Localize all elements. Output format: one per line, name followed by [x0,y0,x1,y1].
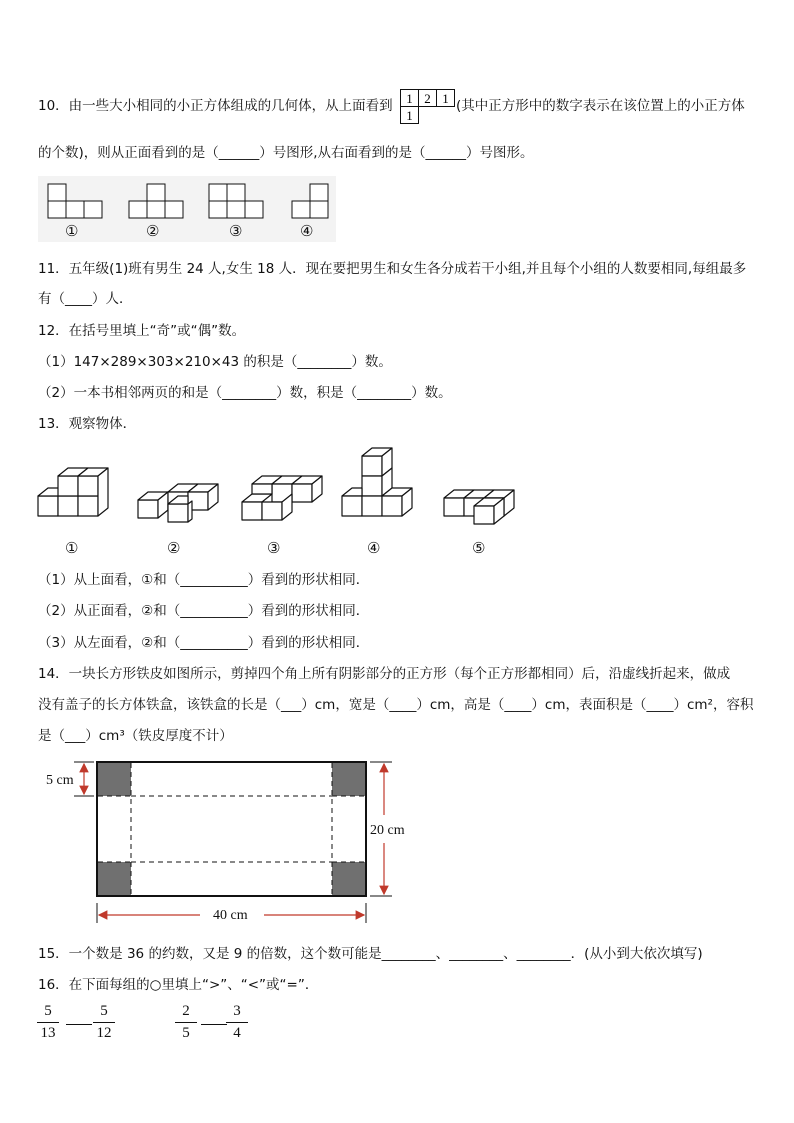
q14-line3: 是（___）cm³（铁皮厚度不计） [38,728,233,744]
q14-line2: 没有盖子的长方体铁盒，该铁盒的长是（___）cm，宽是（____）cm，高是（____）cm，表面积是（____）cm²，容积 [38,697,754,713]
q13-solids-figure [36,446,526,530]
q16-pair2-left-numerator: 2 [175,1003,197,1023]
q13-option-4-label: ④ [367,539,381,557]
q10-grid-cell-2: 2 [424,91,431,106]
q11-line1: 11．五年级(1)班有男生 24 人,女生 18 人．现在要把男生和女生各分成若干小组,并且每个小组的人数要相同,每组最多 [38,261,747,277]
q10-option-3-label: ③ [229,222,243,240]
q16-pair2-right-denominator: 4 [233,1025,241,1041]
q16-pair2-right-numerator: 3 [226,1003,248,1023]
q13-part2: （2）从正面看，②和（__________）看到的形状相同． [38,603,370,619]
q10-grid-cell-4: 1 [406,108,413,123]
q16-pair1-right-numerator: 5 [93,1003,115,1023]
q10-options-figure [38,176,338,244]
q10-line2: 的个数)，则从正面看到的是（______）号图形,从右面看到的是（______）号图形。 [38,145,534,161]
q15-line: 15．一个数是 36 的约数，又是 9 的倍数，这个数可能是________、________、________．(从小到大依次填写) [38,946,703,962]
q10-top-view-grid [400,89,456,129]
q16-pair1-left-fraction [37,1003,59,1042]
q10-option-2-label: ② [146,222,160,240]
q16-pair1-right-fraction [93,1003,115,1042]
q12-part1: （1）147×289×303×210×43 的积是（________）数。 [38,354,392,370]
q14-line1: 14．一块长方形铁皮如图所示，剪掉四个角上所有阴影部分的正方形（每个正方形都相同）后，沿虚线折起来，做成 [38,666,731,682]
q10-option-4-label: ④ [300,222,314,240]
q16-pair1-left-numerator: 5 [37,1003,59,1023]
q10-option-1-label: ① [65,222,79,240]
q16-title: 16．在下面每组的○里填上“>”、“<”或“=”． [38,977,319,993]
q14-width-label: 40 cm [213,908,248,923]
q16-pair2-left-denominator: 5 [182,1025,190,1041]
q16-pair1-right-denominator: 12 [96,1025,112,1041]
q13-option-2-label: ② [167,539,181,557]
q10-line1-b: (其中正方形中的数字表示在该位置上的小正方体 [456,98,745,114]
q12-title: 12．在括号里填上“奇”或“偶”数。 [38,323,246,339]
q11-line2: 有（____）人． [38,291,133,307]
q14-corner-label: 5 cm [46,773,74,788]
q10-grid-cell-1: 1 [406,91,413,106]
q13-option-5-label: ⑤ [472,539,486,557]
q13-title: 13．观察物体． [38,416,137,432]
q16-pair2-left-fraction [175,1003,197,1042]
q14-sheet-diagram [40,755,420,930]
q16-pair1-left-denominator: 13 [40,1025,56,1041]
q10-grid-cell-3: 1 [442,91,449,106]
q13-part1: （1）从上面看，①和（__________）看到的形状相同． [38,572,370,588]
q13-option-3-label: ③ [267,539,281,557]
q13-part3: （3）从左面看，②和（__________）看到的形状相同． [38,635,370,651]
q10-line1-a: 10．由一些大小相同的小正方体组成的几何体，从上面看到 [38,98,393,114]
q14-height-label: 20 cm [370,823,405,838]
q16-pair2-right-fraction [226,1003,248,1042]
q13-option-1-label: ① [65,539,79,557]
q16-pair2-blank [201,1024,227,1025]
q16-pair1-blank [66,1024,92,1025]
q12-part2: （2）一本书相邻两页的和是（________）数，积是（________）数。 [38,385,452,401]
